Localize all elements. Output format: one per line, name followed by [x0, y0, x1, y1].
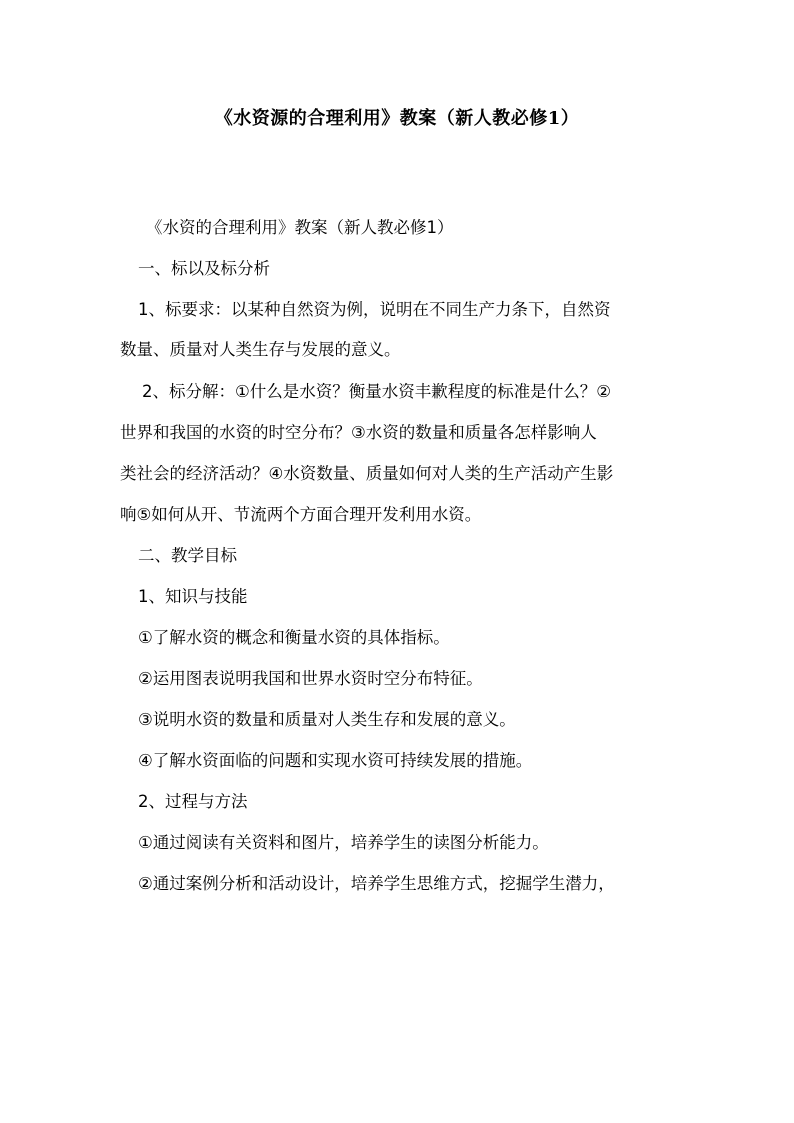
list-item: ③说明水资的数量和质量对人类生存和发展的意义。	[138, 710, 516, 729]
paragraph-line: 2、标分解：①什么是水资？衡量水资丰歉程度的标准是什么？②	[142, 382, 612, 401]
list-item: ②通过案例分析和活动设计，培养学生思维方式，挖掘学生潜力，	[138, 874, 615, 893]
paragraph-line: 响⑤如何从开、节流两个方面合理开发利用水资。	[120, 505, 482, 524]
list-item: ②运用图表说明我国和世界水资时空分布特征。	[138, 669, 483, 688]
list-item: ①通过阅读有关资料和图片，培养学生的读图分析能力。	[138, 833, 549, 852]
paragraph-line: 类社会的经济活动？④水资数量、质量如何对人类的生产活动产生影	[120, 464, 614, 483]
paragraph-line: 数量、质量对人类生存与发展的意义。	[120, 340, 401, 359]
subheading-process-methods: 2、过程与方法	[138, 792, 248, 811]
subtitle-line: 《水资的合理利用》教案（新人教必修1）	[146, 218, 454, 237]
list-item: ④了解水资面临的问题和实现水资可持续发展的措施。	[138, 751, 533, 770]
heading-standards: 一、标以及标分析	[138, 259, 270, 278]
subheading-knowledge-skills: 1、知识与技能	[138, 587, 248, 606]
paragraph-line: 1、标要求：以某种自然资为例，说明在不同生产力条下，自然资	[138, 300, 611, 319]
paragraph-line: 世界和我国的水资的时空分布？③水资的数量和质量各怎样影响人	[120, 423, 597, 442]
heading-teaching-goals: 二、教学目标	[138, 546, 237, 565]
document-title: 《水资源的合理利用》教案（新人教必修1）	[214, 108, 580, 129]
list-item: ①了解水资的概念和衡量水资的具体指标。	[138, 628, 450, 647]
